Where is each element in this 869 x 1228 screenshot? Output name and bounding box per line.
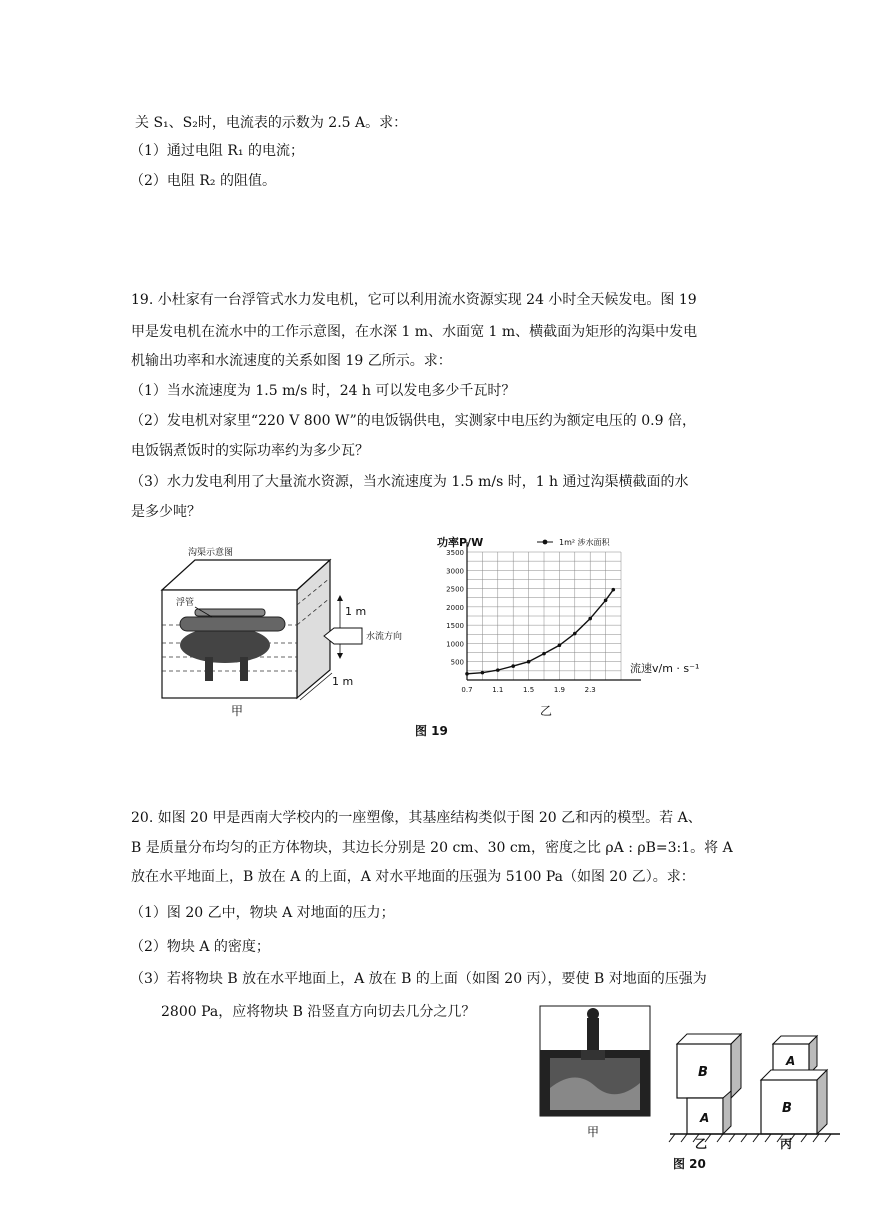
q19-sub3a: （3）水力发电利用了大量流水资源，当水流速度为 1.5 m/s 时，1 h 通过沟渠横截面的水 — [130, 474, 689, 490]
figure-19a-caption: 甲 — [231, 704, 244, 718]
q18-line1: 关 S₁、S₂时，电流表的示数为 2.5 A。求： — [135, 115, 408, 131]
q19-line3: 机输出功率和水流速度的关系如图 19 乙所示。求： — [131, 353, 452, 369]
statue-photo — [540, 1006, 650, 1116]
figure-20-yi-caption: 乙 — [695, 1137, 708, 1151]
data-point — [496, 668, 500, 672]
y-tick-label: 2000 — [446, 603, 464, 612]
q19-line2: 甲是发电机在流水中的工作示意图，在水深 1 m、水面宽 1 m、横截面为矩形的沟渠中发电 — [131, 324, 698, 340]
channel-title: 沟渠示意图 — [188, 548, 234, 558]
data-point — [527, 660, 531, 664]
q20-line1: 20. 如图 20 甲是西南大学校内的一座塑像，其基座结构类似于图 20 乙和丙的模型。若 A、 — [131, 810, 702, 826]
q20-sub3a: （3）若将物块 B 放在水平地面上，A 放在 B 的上面（如图 20 丙），要使 B 对地面的压强为 — [130, 971, 707, 987]
y-tick-label: 500 — [450, 658, 464, 667]
q18-sub2: （2）电阻 R₂ 的阻值。 — [130, 173, 276, 189]
y-tick-label: 1000 — [446, 640, 464, 649]
data-point — [588, 617, 592, 621]
chart-ylabel: 功率P/W — [437, 536, 484, 549]
generator-icon — [180, 627, 270, 663]
data-point — [558, 643, 562, 647]
q19-sub3b: 是多少吨？ — [131, 504, 201, 520]
data-point — [542, 652, 546, 656]
yi-block-b-label: B — [698, 1065, 708, 1080]
y-tick-label: 3000 — [446, 567, 464, 576]
y-tick-label: 1500 — [446, 622, 464, 631]
bing-block-a-label: A — [786, 1054, 796, 1068]
data-point — [573, 632, 577, 636]
yi-block-a-label: A — [700, 1111, 710, 1125]
float-label: 浮管 — [176, 598, 195, 608]
figure-19-power-chart — [425, 530, 725, 700]
flow-direction-label: 水流方向 — [366, 632, 403, 642]
data-point — [465, 672, 469, 676]
data-point — [481, 671, 485, 675]
q20-sub1: （1）图 20 乙中，物块 A 对地面的压力； — [130, 905, 395, 921]
data-point — [604, 598, 608, 602]
q20-line3: 放在水平地面上，B 放在 A 的上面，A 对水平地面的压强为 5100 Pa（如图 20 乙）。求： — [131, 869, 695, 885]
q19-sub2a: （2）发电机对家里“220 V 800 W”的电饭锅供电，实测家中电压约为额定电压的 0.9 倍， — [130, 413, 696, 429]
figure-19b-caption: 乙 — [540, 704, 553, 718]
data-point — [511, 664, 515, 668]
q19-sub1: （1）当水流速度为 1.5 m/s 时，24 h 可以发电多少千瓦时？ — [130, 383, 516, 399]
q18-sub1: （1）通过电阻 R₁ 的电流； — [130, 143, 304, 159]
q20-sub3b: 2800 Pa，应将物块 B 沿竖直方向切去几分之几？ — [161, 1004, 476, 1020]
x-tick-label: 2.3 — [584, 686, 596, 694]
chart-legend: 1m² 涉水面积 — [559, 538, 610, 547]
figure-20 — [535, 998, 845, 1178]
series-line — [467, 590, 613, 674]
model-yi — [677, 1034, 741, 1134]
q20-sub2: （2）物块 A 的密度； — [130, 939, 270, 955]
figure-19-channel-diagram — [150, 545, 420, 715]
x-tick-label: 1.5 — [523, 686, 535, 694]
model-bing — [761, 1036, 827, 1134]
x-tick-label: 1.1 — [492, 686, 504, 694]
bing-block-b-label: B — [782, 1101, 792, 1116]
depth-label: 1 m — [345, 605, 367, 618]
width-label: 1 m — [332, 675, 354, 688]
data-point — [612, 588, 616, 592]
x-tick-label: 0.7 — [461, 686, 473, 694]
y-tick-label: 3500 — [446, 549, 464, 557]
figure-20-caption: 图 20 — [673, 1157, 706, 1171]
figure-20-jia-caption: 甲 — [587, 1125, 600, 1139]
x-tick-label: 1.9 — [553, 686, 565, 694]
chart-xlabel: 流速v/m · s⁻¹ — [630, 662, 700, 675]
q20-line2: B 是质量分布均匀的正方体物块，其边长分别是 20 cm、30 cm，密度之比 ρA : ρB=3:1。将 A — [131, 840, 733, 856]
q19-line1: 19. 小杜家有一台浮管式水力发电机，它可以利用流水资源实现 24 小时全天候发电。图 19 — [131, 292, 697, 308]
y-tick-label: 2500 — [446, 585, 464, 594]
q19-sub2b: 电饭锅煮饭时的实际功率约为多少瓦？ — [131, 443, 369, 459]
figure-20-bing-caption: 丙 — [780, 1137, 793, 1151]
figure-19-caption: 图 19 — [415, 724, 448, 738]
